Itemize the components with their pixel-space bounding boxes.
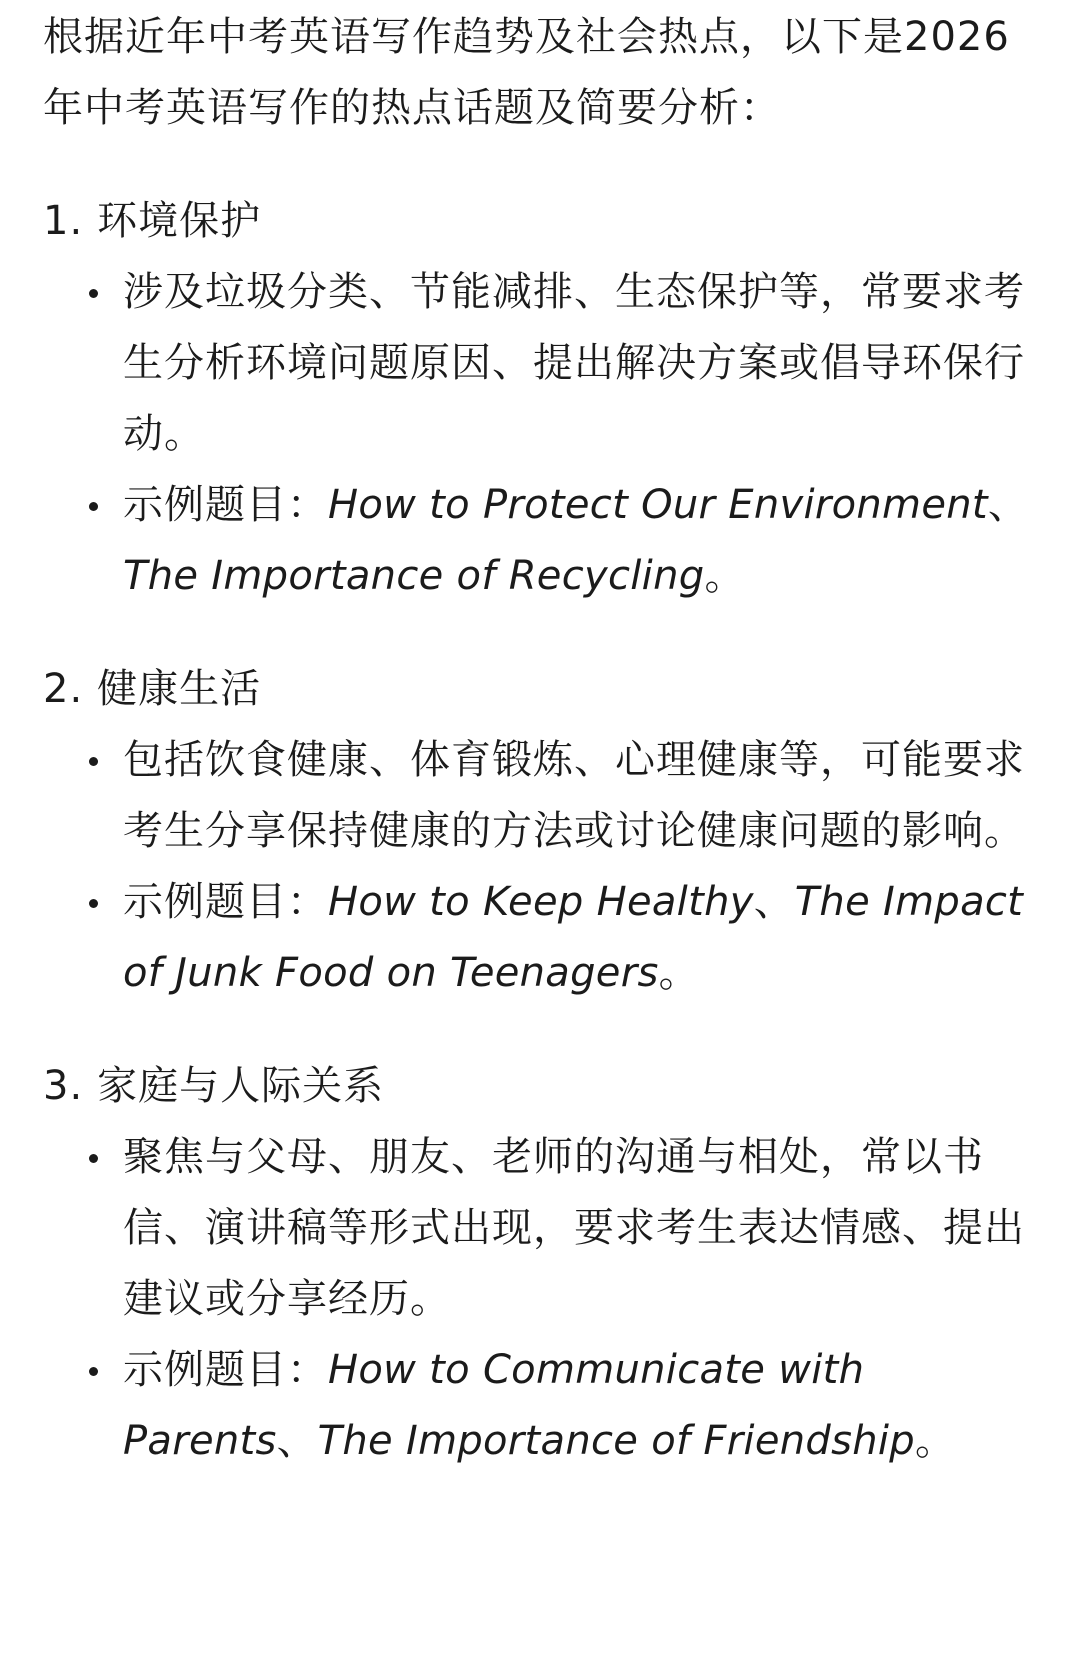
example-title: The Importance of Recycling [123, 553, 705, 599]
bullet-dot-icon [89, 899, 98, 908]
bullet-dot-icon [89, 289, 98, 298]
bullet-list [43, 1122, 1040, 1477]
sentence-end: 。 [658, 950, 700, 996]
list-item [43, 867, 1040, 1009]
list-item [43, 725, 1040, 867]
topic-description: 包括饮食健康、体育锻炼、心理健康等，可能要求考生分享保持健康的方法或讨论健康问题的影响。 [123, 737, 1025, 854]
example-title: How to Protect Our Environment [328, 482, 988, 528]
section-heading [43, 654, 1040, 725]
list-item [43, 1335, 1040, 1477]
article-page [0, 2, 1080, 1655]
title-separator: 、 [753, 879, 795, 925]
section-title: 健康生活 [97, 666, 262, 712]
title-separator: 、 [987, 482, 1029, 528]
intro-paragraph: 根据近年中考英语写作趋势及社会热点，以下是2026年中考英语写作的热点话题及简要分析： [43, 14, 1010, 131]
section-heading [43, 1051, 1040, 1122]
example-label: 示例题目： [123, 482, 328, 528]
list-item [43, 470, 1040, 612]
bullet-dot-icon [89, 1154, 98, 1163]
sentence-end: 。 [704, 553, 746, 599]
example-label: 示例题目： [123, 879, 328, 925]
bullet-list [43, 725, 1040, 1009]
section-heading [43, 186, 1040, 257]
bullet-dot-icon [89, 1367, 98, 1376]
topic-section-relationships [43, 1051, 1040, 1477]
example-title: How to Communicate with Parents [123, 1347, 865, 1464]
example-title: How to Keep Healthy [328, 879, 754, 925]
title-separator: 、 [276, 1418, 318, 1464]
section-title: 环境保护 [97, 198, 262, 244]
list-item [43, 1122, 1040, 1335]
topic-description: 聚焦与父母、朋友、老师的沟通与相处，常以书信、演讲稿等形式出现，要求考生表达情感、提出建议或分享经历。 [123, 1134, 1025, 1322]
sentence-end: 。 [915, 1418, 956, 1464]
topic-section-health [43, 654, 1040, 1009]
topic-description: 涉及垃圾分类、节能减排、生态保护等，常要求考生分析环境问题原因、提出解决方案或倡导环保行动。 [123, 269, 1025, 457]
bullet-list [43, 257, 1040, 612]
bullet-dot-icon [89, 757, 98, 766]
topic-section-environment [43, 186, 1040, 612]
example-title: The Impact of Junk Food on Teenagers [123, 879, 1024, 996]
list-item [43, 257, 1040, 470]
example-title: The Importance of Friendship [317, 1418, 915, 1464]
example-label: 示例题目： [123, 1347, 328, 1393]
section-number: 1. [43, 198, 84, 244]
section-number: 3. [43, 1063, 84, 1109]
section-title: 家庭与人际关系 [97, 1063, 385, 1109]
bullet-dot-icon [89, 502, 98, 511]
section-number: 2. [43, 666, 84, 712]
